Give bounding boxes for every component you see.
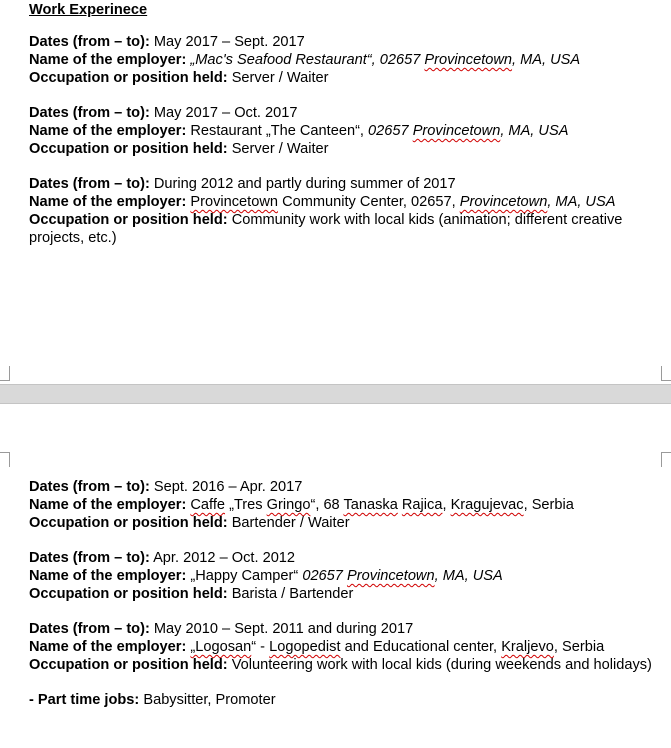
job-entry [29,549,659,603]
dates-label: Dates (from – to): [29,550,150,566]
employer-value: „Logosan“ - Logopedist and Educational center, Kraljevo, Serbia [190,639,605,655]
spelling-flagged-word: Caffe [190,497,226,513]
occupation-label: Occupation or position held: [29,141,228,157]
occupation-line [29,140,659,158]
dates-label: Dates (from – to): [29,105,150,121]
page-1-content[interactable] [29,1,659,264]
employer-value: Restaurant „The Canteen“, 02657 Provincetown, MA, USA [190,123,569,139]
dates-line [29,620,659,638]
employer-label: Name of the employer: [29,52,187,68]
occupation-value: Community work with local kids (animation; different creative projects, etc.) [29,212,623,246]
dates-value: May 2017 – Oct. 2017 [153,105,298,121]
spelling-flagged-word: Kraljevo [501,639,554,655]
occupation-value: Barista / Bartender [231,586,354,602]
page-margin-corner-bottom-right [661,366,671,381]
employer-label: Name of the employer: [29,497,187,513]
dates-label: Dates (from – to): [29,479,150,495]
occupation-label: Occupation or position held: [29,657,228,673]
occupation-line [29,211,659,247]
occupation-value: Server / Waiter [231,70,329,86]
occupation-label: Occupation or position held: [29,586,228,602]
job-entry [29,33,659,87]
spelling-flagged-word: Logopedist [269,639,341,655]
employer-value: Provincetown Community Center, 02657, Provincetown, MA, USA [190,194,616,210]
dates-line [29,175,659,193]
spelling-flagged-word: „Logosan [190,639,252,655]
page-2-content[interactable] [29,478,659,709]
employer-line [29,496,659,514]
dates-value: May 2010 – Sept. 2011 and during 2017 [153,621,414,637]
part-time-value: Babysitter, Promoter [143,692,276,708]
employer-line [29,122,659,140]
employer-value: Caffe „Tres Gringo“, 68 Tanaska Rajica, Kragujevac, Serbia [190,497,574,513]
spelling-flagged-word: Provincetown [346,568,435,584]
dates-value: Apr. 2012 – Oct. 2012 [153,550,296,566]
spelling-flagged-word: Provincetown [459,194,548,210]
job-entry [29,175,659,247]
job-entry [29,104,659,158]
job-entry [29,478,659,532]
dates-line [29,478,659,496]
spelling-flagged-word: Gringo [266,497,311,513]
page-margin-corner-bottom-left [0,366,10,381]
page-margin-corner-top-right [661,452,671,467]
dates-label: Dates (from – to): [29,176,150,192]
dates-value: During 2012 and partly during summer of 2017 [153,176,456,192]
employer-line [29,193,659,211]
spelling-flagged-word: Rajica [401,497,443,513]
employer-label: Name of the employer: [29,639,187,655]
part-time-line [29,691,659,709]
spelling-flagged-word: Provincetown [190,194,278,210]
page-break-gap [0,384,671,404]
spelling-flagged-word: Tanaska [343,497,398,513]
dates-line [29,549,659,567]
occupation-value: Server / Waiter [231,141,329,157]
page-margin-corner-top-left [0,452,10,467]
employer-line [29,51,659,69]
employer-value: „Mac's Seafood Restaurant“, 02657 Provincetown, MA, USA [190,52,581,68]
employer-line [29,567,659,585]
employer-label: Name of the employer: [29,194,187,210]
occupation-line [29,585,659,603]
occupation-label: Occupation or position held: [29,515,228,531]
occupation-line [29,69,659,87]
spelling-flagged-word: Kragujevac [450,497,524,513]
dates-label: Dates (from – to): [29,34,150,50]
occupation-value: Bartender / Waiter [231,515,350,531]
dates-line [29,33,659,51]
spelling-flagged-word: Provincetown [424,52,513,68]
part-time-label: - Part time jobs: [29,692,140,708]
employer-label: Name of the employer: [29,123,187,139]
dates-value: Sept. 2016 – Apr. 2017 [153,479,303,495]
occupation-label: Occupation or position held: [29,70,228,86]
occupation-label: Occupation or position held: [29,212,228,228]
dates-value: May 2017 – Sept. 2017 [153,34,305,50]
section-heading: Work Experinece [29,2,148,18]
occupation-line [29,656,659,674]
employer-line [29,638,659,656]
employer-value: „Happy Camper“ 02657 Provincetown, MA, USA [190,568,503,584]
employer-label: Name of the employer: [29,568,187,584]
occupation-line [29,514,659,532]
spelling-flagged-word: Provincetown [412,123,501,139]
job-entry [29,620,659,674]
dates-label: Dates (from – to): [29,621,150,637]
dates-line [29,104,659,122]
occupation-value: Volunteering work with local kids (during weekends and holidays) [231,657,652,673]
